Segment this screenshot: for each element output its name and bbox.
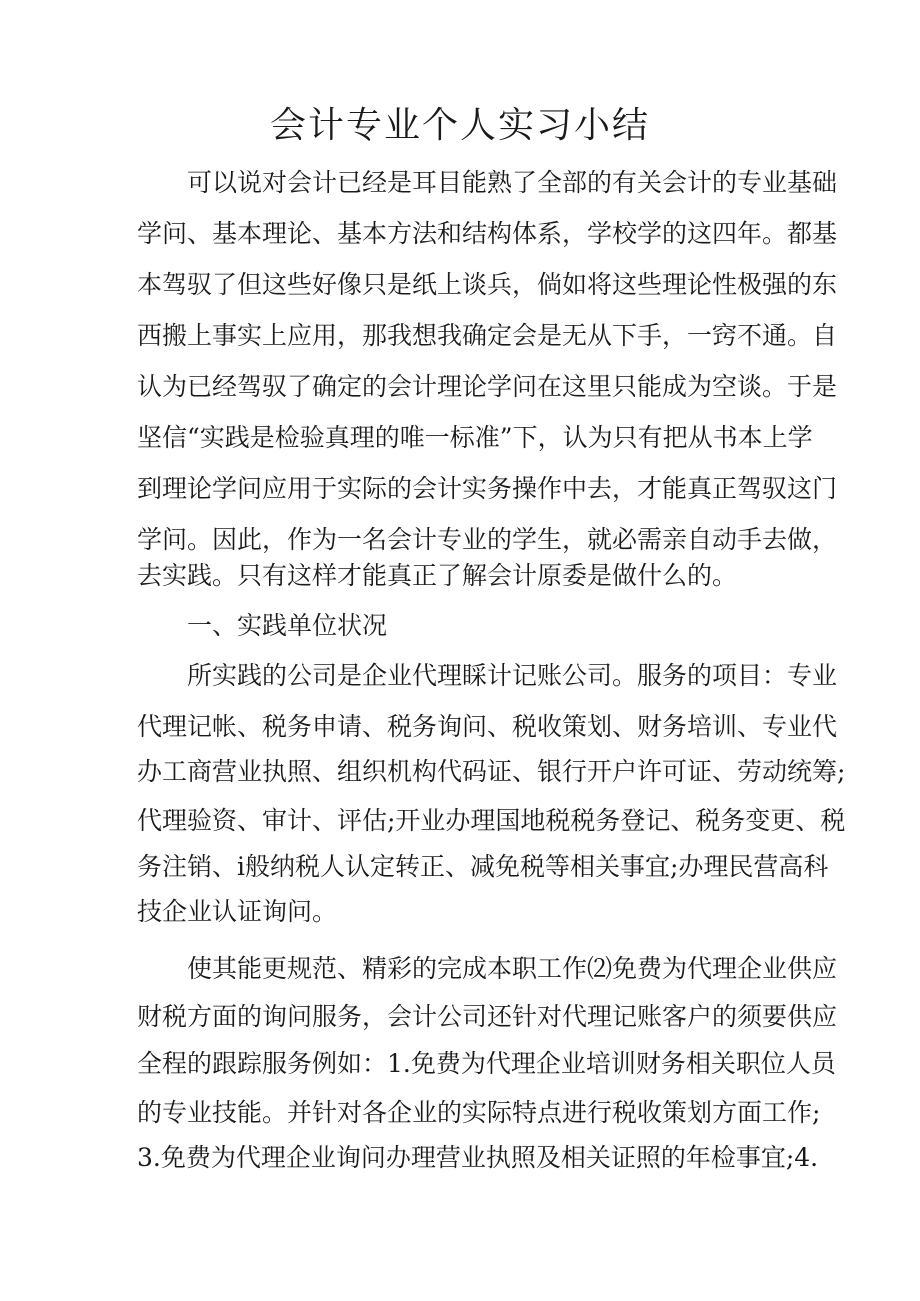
- paragraph-line: 代理验资、审计、评估;开业办理国地税税务登记、税务变更、税: [137, 806, 846, 835]
- paragraph-line: 认为已经驾驭了确定的会计理论学问在这里只能成为空谈。于是: [137, 372, 838, 401]
- paragraph-line: 所实践的公司是企业代理睬计记账公司。服务的项目：专业: [187, 661, 838, 690]
- paragraph-line: 务注销、i般纳税人认定转正、减免税等相关事宜;办理民营高科: [137, 852, 829, 881]
- paragraph-line: 到理论学问应用于实际的会计实务操作中去，才能真正驾驭这门: [137, 474, 838, 503]
- paragraph-line: 使其能更规范、精彩的完成本职工作⑵免费为代理企业供应: [187, 954, 838, 983]
- paragraph-line: 学问。因此，作为一名会计专业的学生，就必需亲自动手去做，: [137, 525, 838, 554]
- paragraph-line: 全程的跟踪服务例如：1.免费为代理企业培训财务相关职位人员: [137, 1049, 836, 1078]
- section-heading: 一、实践单位状况: [187, 611, 388, 640]
- paragraph-line: 财税方面的询问服务，会计公司还针对代理记账客户的须要供应: [137, 1002, 838, 1031]
- paragraph-line: 办工商营业执照、组织机构代码证、银行开户许可证、劳动统筹;: [137, 757, 846, 786]
- page-title: 会计专业个人实习小结: [269, 105, 650, 146]
- paragraph-line: 可以说对会计已经是耳目能熟了全部的有关会计的专业基础: [187, 168, 838, 197]
- paragraph-line: 坚信“实践是检验真理的唯一标准”下，认为只有把从书本上学: [137, 423, 813, 452]
- paragraph-line: 代理记帐、税务申请、税务询问、税收策划、财务培训、专业代: [137, 712, 838, 741]
- paragraph-line: 西搬上事实上应用，那我想我确定会是无从下手，一窍不通。自: [137, 321, 838, 350]
- paragraph-line: 的专业技能。并针对各企业的实际特点进行税收策划方面工作;: [137, 1098, 821, 1127]
- paragraph-line: 学问、基本理论、基本方法和结构体系，学校学的这四年。都基: [137, 219, 838, 248]
- paragraph-line: 技企业认证询问。: [137, 897, 338, 926]
- paragraph-line: 本驾驭了但这些好像只是纸上谈兵，倘如将这些理论性极强的东: [137, 270, 838, 299]
- paragraph-line: 3.免费为代理企业询问办理营业执照及相关证照的年检事宜;4.: [137, 1143, 819, 1172]
- paragraph-line: 去实践。只有这样才能真正了解会计原委是做什么的。: [137, 561, 738, 590]
